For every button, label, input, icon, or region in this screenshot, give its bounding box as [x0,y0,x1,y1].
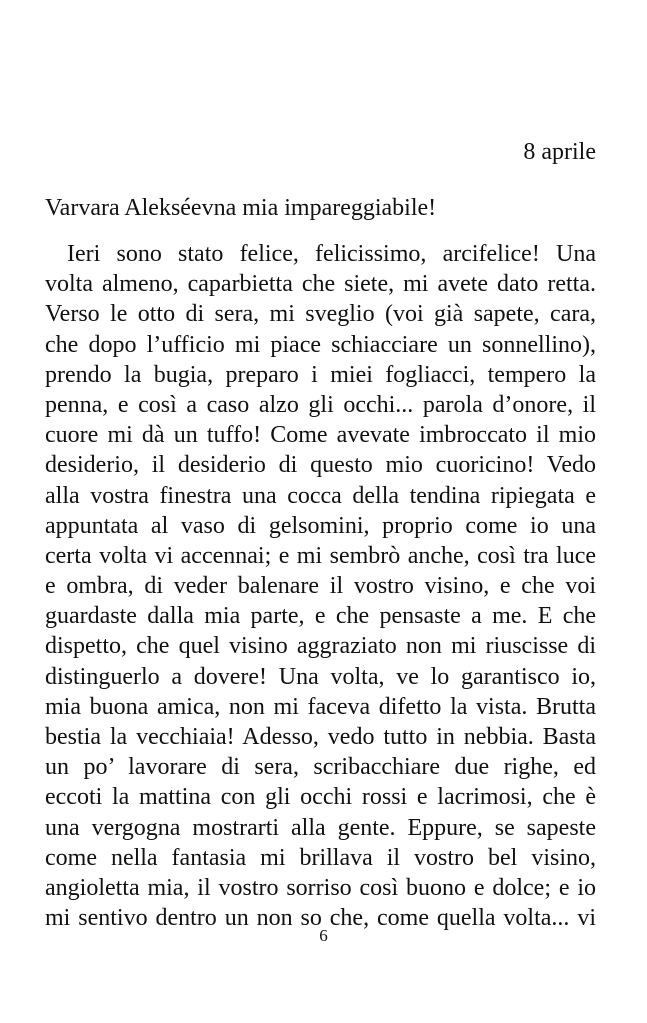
text-line: e ombra, di veder balenare il vostro visino, e che voi [45,573,596,600]
text-line: desiderio, il desiderio di questo mio cuoricino! Vedo [45,452,596,479]
text-line: dispetto, che quel visino aggraziato non mi riuscisse di [45,633,596,660]
letter-body [45,239,596,933]
text-line: mi sentivo dentro un non so che, come quella volta... vi [45,905,596,932]
text-line: prendo la bugia, preparo i miei fogliacci, tempero la [45,361,596,388]
letter-date: 8 aprile [523,139,596,165]
text-line: certa volta vi accennai; e mi sembrò anche, così tra luce [45,542,596,569]
text-line: guardaste dalla mia parte, e che pensaste a me. E che [45,603,596,630]
text-line: cuore mi dà un tuffo! Come avevate imbroccato il mio [45,422,596,449]
text-line: angioletta mia, il vostro sorriso così buono e dolce; e io [45,874,596,901]
text-line: Verso le otto di sera, mi sveglio (voi già sapete, cara, [45,301,596,328]
text-line: mia buona amica, non mi faceva difetto la vista. Brutta [45,693,596,720]
text-line: penna, e così a caso alzo gli occhi... parola d’onore, il [45,391,596,418]
text-line: un po’ lavorare di sera, scribacchiare due righe, ed [45,754,596,781]
letter-salutation: Varvara Alekséevna mia impareggiabile! [45,195,437,221]
text-line: come nella fantasia mi brillava il vostro bel visino, [45,844,596,871]
text-line: distinguerlo a dovere! Una volta, ve lo garantisco io, [45,663,596,690]
text-line: bestia la vecchiaia! Adesso, vedo tutto in nebbia. Basta [45,724,596,750]
text-line: volta almeno, caparbietta che siete, mi avete dato retta. [45,271,596,298]
page-number: 6 [319,926,328,945]
text-line: Ieri sono stato felice, felicissimo, arcifelice! Una [67,241,596,267]
text-line: appuntata al vaso di gelsomini, proprio come io una [45,512,596,539]
text-line: che dopo l’ufficio mi piace schiacciare un sonnellino), [45,331,596,358]
text-line: eccoti la mattina con gli occhi rossi e lacrimosi, che è [45,784,596,811]
text-line: alla vostra finestra una cocca della tendina ripiegata e [45,482,596,509]
text-line: una vergogna mostrarti alla gente. Eppure, se sapeste [45,814,596,841]
